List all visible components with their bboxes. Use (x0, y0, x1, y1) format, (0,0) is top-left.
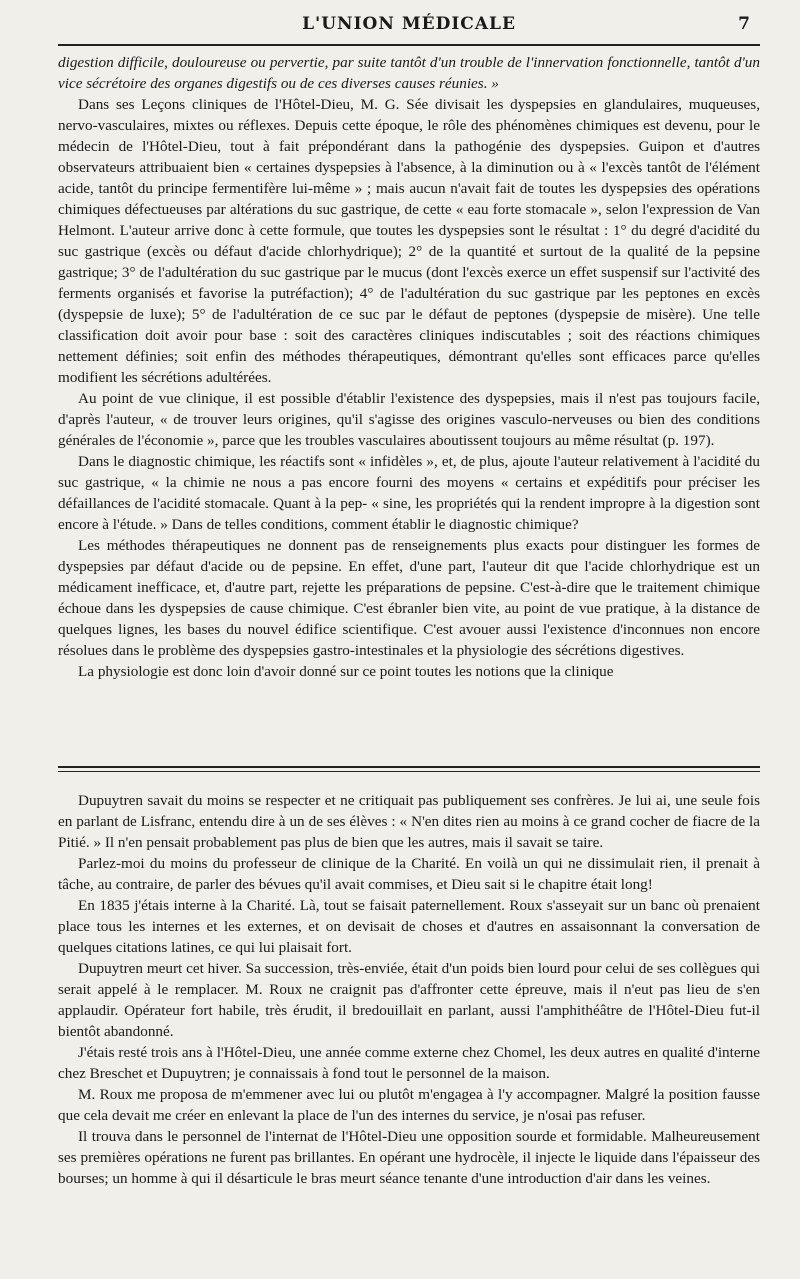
article-paragraph: Au point de vue clinique, il est possible d'établir l'existence des dyspepsies, mais il n'est pas toujours facile, d'après l'auteur, « de trouver leurs origines, qu'il s'agisse des origines vasculo-nerveuses ou bien des conditions générales de l'économie », parce que les troubles vasculaires aboutissent toujours au même résultat (p. 197). (58, 390, 760, 449)
article-paragraph: La physiologie est donc loin d'avoir donné sur ce point toutes les notions que la clinique (78, 663, 614, 680)
article-paragraph: digestion difficile, douloureuse ou pervertie, par suite tantôt d'un trouble de l'innervation fonctionnelle, tantôt d'un vice sécrétoire des organes digestifs ou de ces diverses causes réunies. » (58, 54, 760, 92)
article-paragraph: Dans ses Leçons cliniques de l'Hôtel-Dieu, M. G. Sée divisait les dyspepsies en glandulaires, muqueuses, nervo-vasculaires, mixtes ou réflexes. Depuis cette époque, le rôle des phénomènes chimiques est devenu, pour le médecin de l'Hôtel-Dieu, tout à fait prépondérant dans la pathogénie des dyspepsies. Guipon et d'autres observateurs attribuaient bien « certaines dyspepsies à l'absence, à la diminution ou à « l'excès tantôt de l'élément acide, tantôt du principe fermentifère lui-même » ; mais aucun n'avait fait de toutes les dyspepsies des opérations chimiques défectueuses par altérations du suc gastrique, de cette « eau forte stomacale », selon l'expression de Van Helmont. L'auteur arrive donc à cette formule, que toutes les dyspepsies sont le résultat : 1° du degré d'acidité du suc gastrique (excès ou défaut d'acide chlorhydrique); 2° de la quantité et surtout de la qualité de la pepsine gastrique; 3° de l'adultération du suc gastrique par le mucus (dont l'excès exerce un effet suspensif sur l'activité des ferments organisés et favorise la putréfaction); 4° de l'adultération du suc gastrique par les peptones en excès (dyspepsie de luxe); 5° de l'adultération de ce suc par le défaut de peptones (dyspepsie de misère). Une telle classification doit avoir pour base : soit des caractères cliniques indiscutables ; soit des réactions chimiques nettement définies; soit enfin des méthodes thérapeutiques, démontrant qu'elles sont efficaces parce qu'elles modifient les sécrétions adultérées. (58, 96, 760, 386)
running-title: L'UNION MÉDICALE (302, 14, 516, 34)
feuilleton-paragraph: J'étais resté trois ans à l'Hôtel-Dieu, une année comme externe chez Chomel, les deux autres en qualité d'interne chez Breschet et Dupuytren; je connaissais à fond tout le personnel de la maison. (58, 1044, 760, 1082)
feuilleton-body (58, 790, 760, 1189)
page-header (58, 14, 760, 40)
feuilleton-separator (58, 766, 760, 776)
feuilleton-paragraph: Parlez-moi du moins du professeur de clinique de la Charité. En voilà un qui ne dissimulait rien, il prenait à tâche, au contraire, de parler des bévues qu'il avait commises, et Dieu sait si le chapitre était long! (58, 855, 760, 893)
feuilleton-paragraph: Dupuytren savait du moins se respecter et ne critiquait pas publiquement ses confrères. Je lui ai, une seule fois en parlant de Lisfranc, entendu dire à un de ses élèves : « N'en dites rien au moins à ce grand cocher de fiacre de la Pitié. » Il n'en pensait probablement pas plus de bien que les autres, mais il savait se taire. (58, 792, 760, 851)
feuilleton-paragraph: Dupuytren meurt cet hiver. Sa succession, très-enviée, était d'un poids bien lourd pour celui de ses collègues qui serait appelé à le remplacer. M. Roux ne craignit pas d'affronter cette épreuve, mais il n'eut pas lieu de s'en applaudir. Opérateur fort habile, très érudit, il bredouillait en parlant, aussi l'amphithéâtre de l'Hôtel-Dieu fut-il bientôt abandonné. (58, 960, 760, 1040)
feuilleton-paragraph: Il trouva dans le personnel de l'internat de l'Hôtel-Dieu une opposition sourde et formidable. Malheureusement ses premières opérations ne furent pas brillantes. En opérant une hydrocèle, il injecte le liquide dans l'épaisseur des bourses; un homme à qui il désarticule le bras meurt séance tenante d'une introduction d'air dans les veines. (58, 1128, 760, 1187)
feuilleton-paragraph: M. Roux me proposa de m'emmener avec lui ou plutôt m'engagea à l'y accompagner. Malgré la position fausse que cela devait me créer en enlevant la place de l'un des internes du service, je n'osai pas refuser. (58, 1086, 760, 1124)
header-rule (58, 44, 760, 46)
article-paragraph: Dans le diagnostic chimique, les réactifs sont « infidèles », et, de plus, ajoute l'auteur relativement à l'acidité du suc gastrique, « la chimie ne nous a pas encore fourni des moyens « certains et expéditifs pour préciser les défaillances de l'acidité stomacale. Quant à la pep- « sine, les propriétés qui la rendent impropre à la digestion sont encore à l'étude. » Dans de telles conditions, comment établir le diagnostic chimique? (58, 453, 760, 533)
article-body (58, 52, 760, 682)
article-paragraph: Les méthodes thérapeutiques ne donnent pas de renseignements plus exacts pour distinguer les formes de dyspepsies par défaut d'acide ou de pepsine. En effet, d'une part, l'auteur dit que l'acide chlorhydrique est un médicament inefficace, et, d'autre part, rejette les préparations de pepsine. C'est-à-dire que le traitement chimique échoue dans les dyspepsies de cause chimique. C'est ébranler bien vite, au point de vue pratique, à la distance de quelques lignes, les bases du nouvel édifice scientifique. C'est avouer aussi l'existence d'inconnues non encore résolues dans le problème des dyspepsies gastro-intestinales et la physiologie des sécrétions digestives. (58, 537, 760, 659)
page-number: 7 (738, 14, 750, 34)
feuilleton-paragraph: En 1835 j'étais interne à la Charité. Là, tout se faisait paternellement. Roux s'asseyait sur un banc où prenaient place tous les internes et les externes, et on devisait de choses et d'autres en assaisonnant la conversation de quelques citations latines, ce qui lui plaisait fort. (58, 897, 760, 956)
